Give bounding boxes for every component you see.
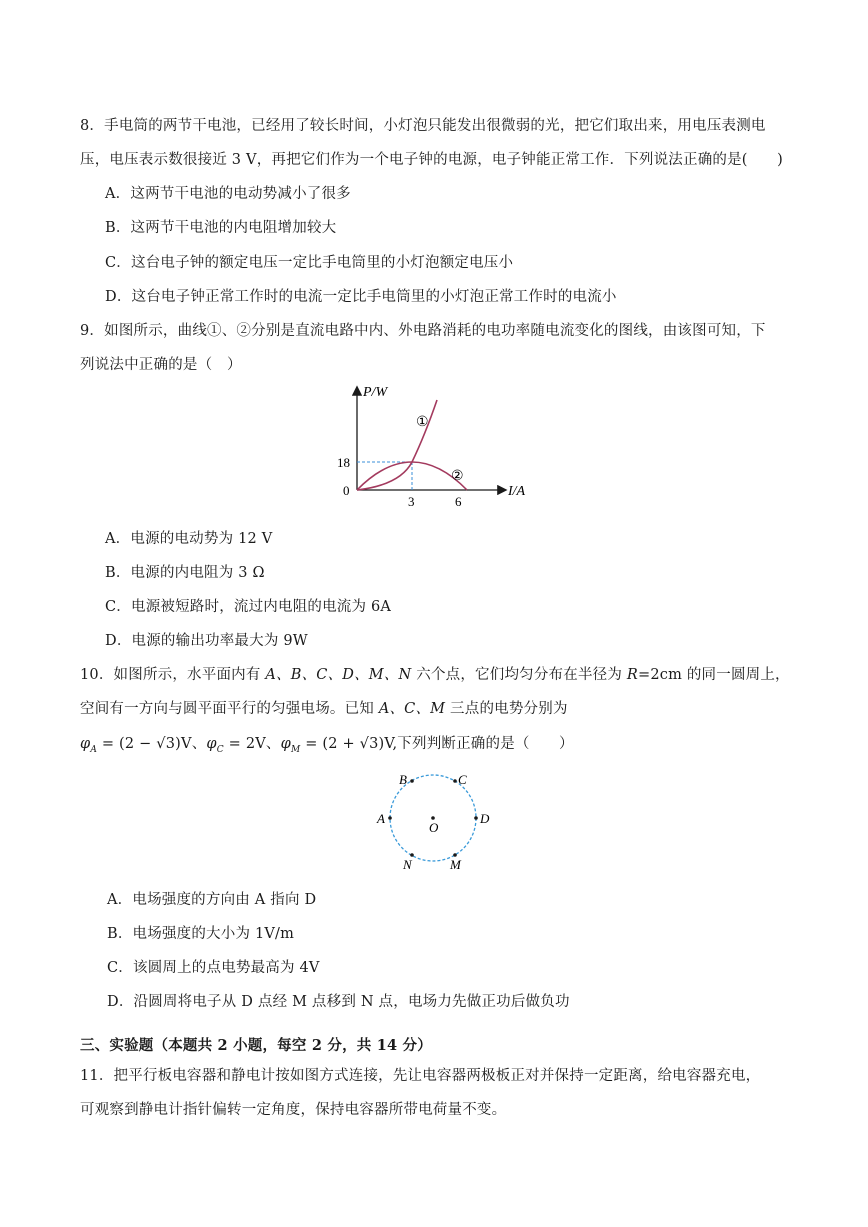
q8-option-b: B．这两节干电池的内电阻增加较大 (105, 220, 337, 236)
q10-option-b: B．电场强度的大小为 1V/m (107, 926, 295, 942)
point-d-dot (474, 816, 478, 820)
q9-option-c: C．电源被短路时，流过内电阻的电流为 6A (105, 599, 392, 615)
label-o: O (429, 820, 439, 835)
x-axis-label: I/A (508, 484, 526, 499)
q10-circle-diagram (370, 768, 500, 878)
point-a-dot (388, 816, 392, 820)
section-3-heading: 三、实验题（本题共 2 小题，每空 2 分，共 14 分） (80, 1037, 432, 1054)
label-d: D (480, 811, 490, 826)
q11-stem-line2: 可观察到静电计指针偏转一定角度，保持电容器所带电荷量不变。 (80, 1102, 507, 1118)
q9-stem-line2: 列说法中正确的是（ ） (80, 357, 242, 373)
curve-1-internal-power (357, 400, 437, 490)
q10-stem-line2: 空间有一方向与圆平面平行的匀强电场。已知 A、C、M 三点的电势分别为 (80, 701, 568, 717)
curve-1-label: ① (416, 415, 429, 430)
q10-option-c: C．该圆周上的点电势最高为 4V (107, 960, 320, 976)
point-b-dot (410, 779, 414, 783)
q8-stem-line1: 8．手电筒的两节干电池，已经用了较长时间，小灯泡只能发出很微弱的光，把它们取出来，用电压表测电 (80, 118, 766, 134)
q11-stem-line1: 11．把平行板电容器和静电计按如图方式连接，先让电容器两极板正对并保持一定距离，给电容器充电， (80, 1068, 761, 1084)
x-tick-6: 6 (455, 494, 462, 509)
q9-option-b: B．电源的内电阻为 3 Ω (105, 565, 265, 581)
q8-stem-line2: 压，电压表示数很接近 3 V，再把它们作为一个电子钟的电源，电子钟能正常工作．下列说法正确的是( ) (80, 152, 783, 168)
curve-2-label: ② (451, 469, 464, 484)
y-axis-label: P/W (363, 385, 388, 400)
q8-option-a: A．这两节干电池的电动势减小了很多 (105, 186, 351, 202)
q9-option-a: A．电源的电动势为 12 V (105, 531, 273, 547)
label-n: N (403, 857, 412, 872)
q9-power-current-graph (330, 380, 540, 510)
y-tick-18: 18 (337, 455, 350, 470)
label-a: A (377, 811, 385, 826)
q9-option-d: D．电源的输出功率最大为 9W (105, 633, 308, 649)
point-c-dot (453, 779, 457, 783)
q9-stem-line1: 9．如图所示，曲线①、②分别是直流电路中内、外电路消耗的电功率随电流变化的图线，由该图可知，下 (80, 323, 766, 339)
origin-label: 0 (343, 483, 350, 498)
q10-stem-line1: 10．如图所示，水平面内有 A、B、C、D、M、N 六个点，它们均匀分布在半径为 R=2cm 的同一圆周上， (80, 667, 790, 683)
label-b: B (399, 772, 407, 787)
q10-option-d: D．沿圆周将电子从 D 点经 M 点移到 N 点，电场力先做正功后做负功 (107, 994, 570, 1010)
q10-option-a: A．电场强度的方向由 A 指向 D (107, 892, 317, 908)
q10-points-list: A、B、C、D、M、N (265, 667, 412, 683)
q8-option-d: D．这台电子钟正常工作时的电流一定比手电筒里的小灯泡正常工作时的电流小 (105, 289, 617, 305)
q10-potentials-formula: $\varphi_A = (2 - √3)V$、$\varphi_C = 2V$、$\varphi_M = (2 + √3)V$,下列判断正确的是（ ） (80, 736, 574, 755)
q8-option-c: C．这台电子钟的额定电压一定比手电筒里的小灯泡额定电压小 (105, 255, 514, 271)
x-tick-3: 3 (408, 494, 415, 509)
label-c: C (458, 772, 467, 787)
label-m: M (450, 857, 461, 872)
